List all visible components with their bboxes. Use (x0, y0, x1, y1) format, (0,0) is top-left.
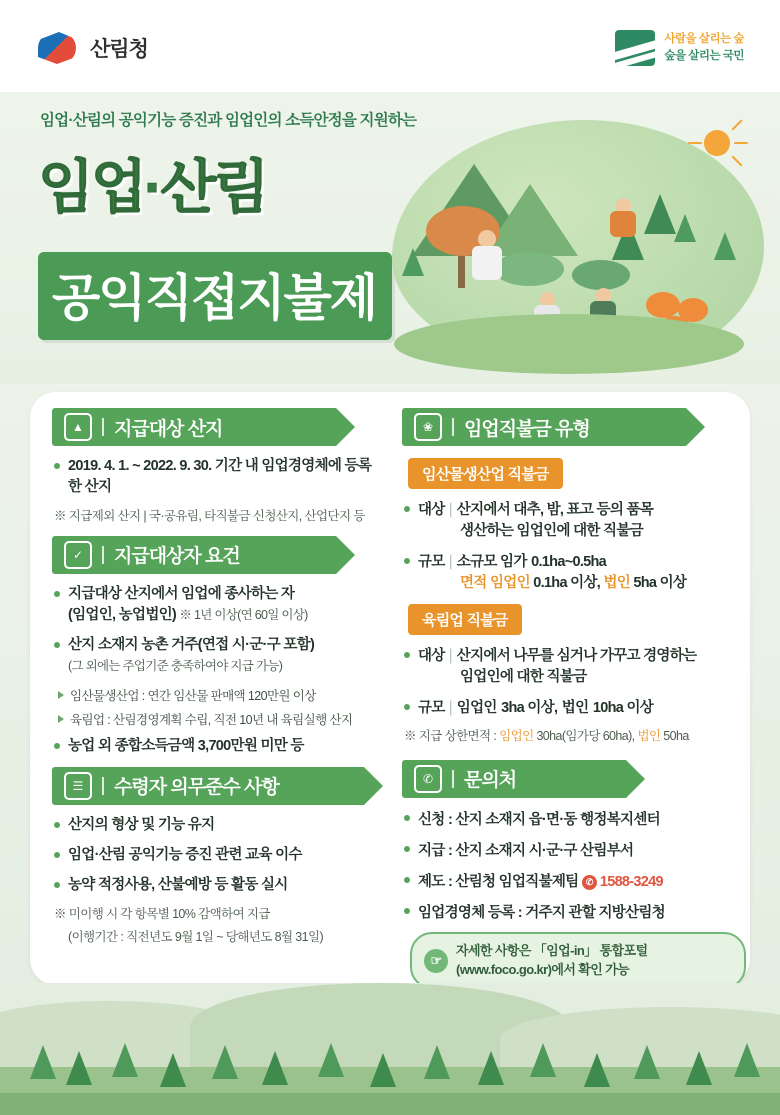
telephone-icon: ✆ (582, 875, 597, 890)
list-item: 신청 : 산지 소재지 읍·면·동 행정복지센터 (402, 808, 738, 829)
contact-phone[interactable] (582, 874, 663, 890)
list-item: 임업·산림 공익기능 증진 관련 교육 이수 (52, 845, 384, 866)
payment-row-target-1: 대상 | 산지에서 대추, 밤, 표고 등의 품목 생산하는 임업인에 대한 직불금 (402, 498, 738, 540)
row-value-emph-2: 면적 (460, 575, 487, 591)
list-item: 농약 적정사용, 산불예방 등 활동 실시 (52, 875, 384, 896)
duties-note-1: ※ 미이행 시 각 항목별 10% 감액하여 지급 (54, 906, 270, 921)
row-value-1: 3ha 이상, (501, 700, 558, 716)
agency-logo (38, 28, 148, 68)
hero-banner (0, 92, 780, 384)
duties-bullets (52, 815, 384, 896)
row-key: 규모 (418, 554, 445, 570)
portal-callout[interactable] (410, 932, 746, 990)
heading-text: 지급대상 산지 (114, 418, 223, 440)
slogan-text (664, 31, 744, 64)
clipboard-person-icon: ☰ (64, 772, 92, 800)
left-column (52, 408, 384, 956)
slogan-line-1: 사람을 살리는 숲 (664, 33, 744, 46)
person-check-icon: ✓ (64, 541, 92, 569)
agency-name: 산림청 (90, 38, 148, 61)
list-item: 2019. 4. 1. ~ 2022. 9. 30. 기간 내 임업경영체에 등록한 산지 (52, 456, 384, 498)
eligibility-last-bullet-list (52, 736, 384, 757)
row-value-2: 10ha 이상 (592, 700, 654, 716)
eligibility-bullet-1-suffix: ※ 1년 이상(연 60일 이상) (179, 607, 308, 622)
slogan-line-2: 숲을 살리는 국민 (664, 50, 744, 62)
heading-text: 문의처 (464, 770, 517, 792)
hero-illustration (374, 102, 774, 388)
row-key: 대상 (418, 502, 445, 518)
eligibility-bullet-1b: (임업인, 농업법인) (68, 606, 177, 623)
eligibility-bullet-1: 지급대상 산지에서 임업에 종사하는 자 (68, 585, 295, 602)
footer-illustration (0, 983, 780, 1115)
row-value-2: 0.1ha 이상, (533, 575, 601, 591)
list-item: 산지의 형상 및 기능 유지 (52, 815, 384, 836)
payment-row-scale-2: 규모 | 임업인 3ha 이상, 법인 10ha 이상 (402, 696, 738, 717)
eligibility-bullets (52, 584, 384, 677)
forest-mountain-icon (615, 30, 655, 66)
target-land-note: ※ 지급제외 산지 | 국·공유림, 타직불금 신청산지, 산업단지 등 (54, 509, 365, 524)
section-heading-duties (52, 767, 364, 805)
sun-icon (704, 130, 730, 156)
portal-line-2: (www.foco.go.kr)에서 확인 가능 (456, 961, 630, 977)
target-land-bullets (52, 456, 384, 498)
list-item: 농업 외 종합소득금액 3,700만원 미만 등 (52, 736, 384, 757)
eligibility-bullet-2: 산지 소재지 농촌 거주(연접 시·군·구 포함) (68, 636, 315, 653)
content-card (30, 392, 750, 985)
row-value-emph-1: 임업인 (456, 700, 497, 716)
row-value-emph-3: 임업인 (489, 575, 530, 591)
row-value-1: 0.1ha~0.5ha (531, 554, 607, 570)
hero-subtitle: 임업·산림의 공익기능 증진과 임업인의 소득안정을 지원하는 (40, 112, 417, 129)
heading-text: 지급대상자 요건 (114, 546, 240, 568)
note-emph-2: 법인 (637, 729, 661, 743)
section-heading-contact (402, 760, 626, 798)
phone-icon: ✆ (414, 765, 442, 793)
list-item (52, 635, 384, 677)
eligibility-bullet-2-sub: (그 외에는 주업기준 충족하여야 지급 가능) (68, 658, 283, 673)
pointing-hand-icon: ☞ (424, 949, 448, 973)
row-key: 대상 (418, 648, 445, 664)
payment-limit-note (404, 727, 738, 746)
row-value-line-1: 산지에서 나무를 심거나 가꾸고 경영하는 (456, 648, 697, 664)
payment-group-tag-2: 육림업 직불금 (408, 604, 522, 635)
contact-item-3-label: 제도 : 산림청 임업직불제팀 (418, 873, 579, 890)
list-item: 임업경영체 등록 : 거주지 관할 지방산림청 (402, 901, 738, 922)
note-emph-1: 임업인 (499, 729, 534, 743)
note-post: 50ha (663, 729, 689, 743)
hero-title-line-2: 공익직접지불제 (38, 252, 392, 340)
portal-line-1: 자세한 사항은 「임업-in」 통합포털 (456, 942, 648, 958)
row-value-emph-2: 법인 (561, 700, 589, 716)
slogan-block (615, 30, 744, 66)
hero-title-line-1: 임업·산림 (38, 155, 267, 220)
heading-text: 임업직불금 유형 (464, 418, 590, 440)
heading-text: 수령자 의무준수 사항 (114, 777, 279, 799)
section-heading-payment-types (402, 408, 686, 446)
list-item (402, 870, 738, 891)
list-item: 지급 : 산지 소재지 시·군·구 산림부서 (402, 839, 738, 860)
payment-group-tag-1: 임산물생산업 직불금 (408, 458, 563, 489)
row-key: 규모 (418, 700, 445, 716)
row-value-3: 5ha 이상 (633, 575, 687, 591)
right-column (402, 408, 738, 989)
payment-row-target-2: 대상 | 산지에서 나무를 심거나 가꾸고 경영하는 임업인에 대한 직불금 (402, 644, 738, 686)
list-item (52, 584, 384, 626)
section-heading-eligibility (52, 536, 336, 574)
duties-note-2: (이행기간 : 직전년도 9월 1일 ~ 당해년도 8월 31일) (68, 929, 324, 944)
section-heading-target-land (52, 408, 336, 446)
leaf-badge-icon: ❀ (414, 413, 442, 441)
row-value-emph-1: 소규모 임가 (456, 554, 527, 570)
page-header (0, 0, 780, 92)
korea-forest-service-logo-icon (38, 28, 80, 68)
contact-list (402, 808, 738, 922)
phone-number: 1588-3249 (599, 873, 663, 890)
mountain-forest-icon: ▲ (64, 413, 92, 441)
eligibility-sub-2: 육림업 : 산림경영계획 수립, 직전 10년 내 육림실행 산지 (56, 710, 384, 728)
row-value-line-2: 임업인에 대한 직불금 (460, 669, 587, 685)
note-prefix: ※ 지급 상한면적 : (404, 729, 497, 743)
row-value-emph-4: 법인 (603, 575, 631, 591)
payment-row-scale-1: 규모 | 소규모 임가 0.1ha~0.5ha 면적 임업인 0.1ha 이상, 법인 5ha 이상 (402, 550, 738, 592)
row-value-line-2: 생산하는 임업인에 대한 직불금 (460, 523, 643, 539)
row-value-line-1: 산지에서 대추, 밤, 표고 등의 품목 (456, 502, 654, 518)
eligibility-sub-1: 임산물생산업 : 연간 임산물 판매액 120만원 이상 (56, 686, 384, 704)
note-mid: 30ha(임가당 60ha), (536, 729, 635, 743)
